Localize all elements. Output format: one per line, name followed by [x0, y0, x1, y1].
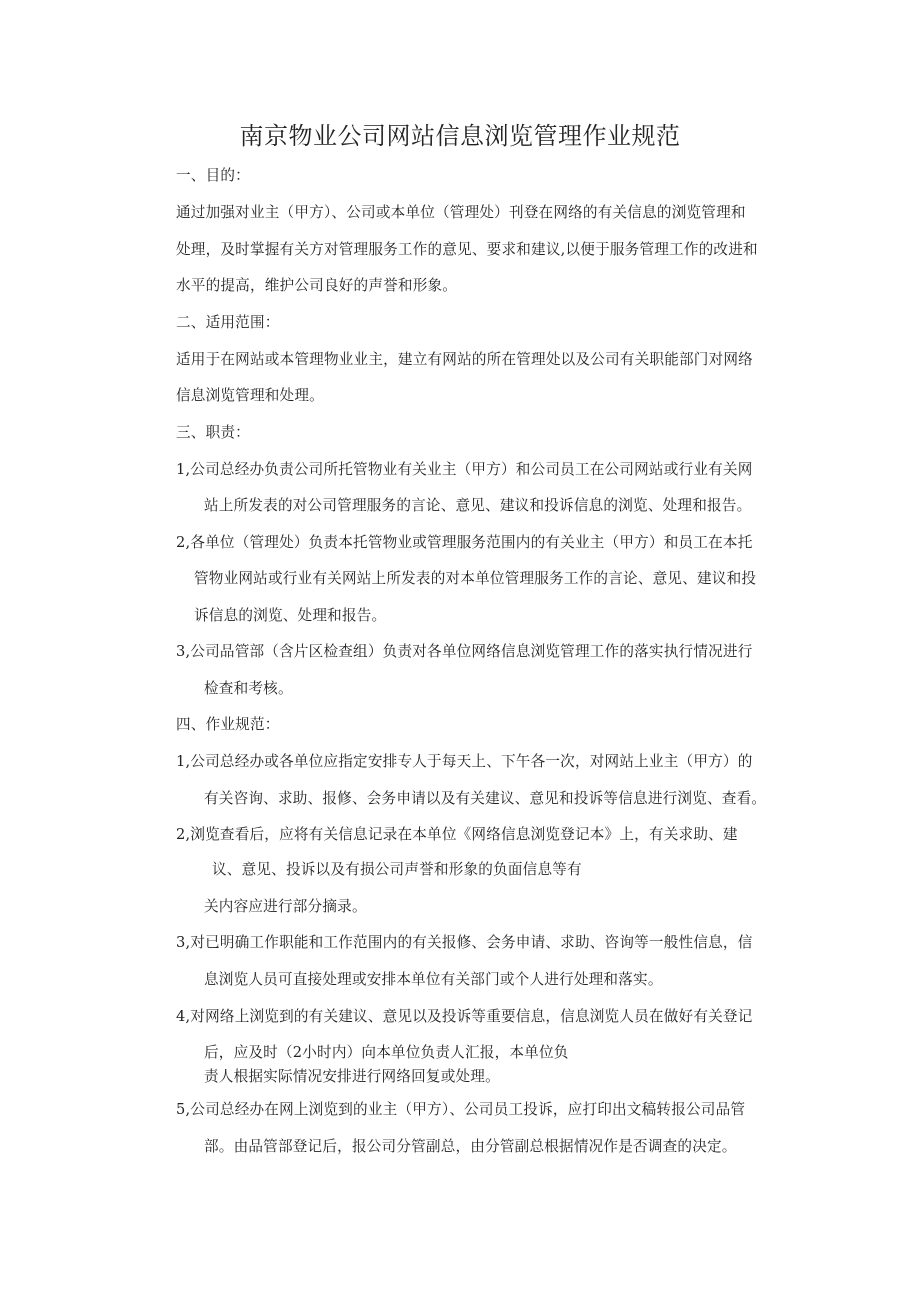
- list-item-line: 息浏览人员可直接处理或安排本单位有关部门或个人进行处理和落实。: [204, 971, 663, 988]
- list-item-line: 关内容应进行部分摘录。: [204, 898, 367, 915]
- list-item-line: 站上所发表的对公司管理服务的言论、意见、建议和投诉信息的浏览、处理和报告。: [204, 497, 752, 514]
- list-item-line: 1,公司总经办或各单位应指定安排专人于每天上、下午各一次，对网站上业主（甲方）的: [176, 753, 753, 770]
- list-item-line: 5,公司总经办在网上浏览到的业主（甲方）、公司员工投诉，应打印出文稿转报公司品管: [176, 1101, 746, 1118]
- list-item-line: 有关咨询、求助、报修、会务申请以及有关建议、意见和投诉等信息进行浏览、查看。: [204, 790, 767, 807]
- list-item-line: 4,对网络上浏览到的有关建议、意见以及投诉等重要信息，信息浏览人员在做好有关登记: [176, 1008, 753, 1025]
- document-title: 南京物业公司网站信息浏览管理作业规范: [239, 122, 681, 150]
- list-item-line: 3,公司品管部（含片区检查组）负责对各单位网络信息浏览管理工作的落实执行情况进行: [176, 643, 753, 660]
- paragraph-line: 处理，及时掌握有关方对管理服务工作的意见、要求和建议,以便于服务管理工作的改进和: [176, 241, 758, 258]
- paragraph-line: 信息浏览管理和处理。: [176, 387, 324, 404]
- paragraph-line: 通过加强对业主（甲方）、公司或本单位（管理处）刊登在网络的有关信息的浏览管理和: [176, 204, 746, 221]
- list-item-line: 1,公司总经办负责公司所托管物业有关业主（甲方）和公司员工在公司网站或行业有关网: [176, 461, 753, 478]
- list-item-line: 部。由品管部登记后，报公司分管副总，由分管副总根据情况作是否调查的决定。: [204, 1138, 737, 1155]
- list-item-line: 检查和考核。: [204, 680, 293, 697]
- list-item-line: 2,各单位（管理处）负责本托管物业或管理服务范围内的有关业主（甲方）和员工在本托: [176, 534, 753, 551]
- section-heading-purpose: 一、目的：: [176, 167, 250, 184]
- list-item-line: 诉信息的浏览、处理和报告。: [194, 607, 387, 624]
- list-item-line: 责人根据实际情况安排进行网络回复或处理。: [204, 1068, 500, 1085]
- section-heading-duties: 三、职责：: [176, 424, 250, 441]
- list-item-line: 3,对已明确工作职能和工作范围内的有关报修、会务申请、求助、咨询等一般性信息，信: [176, 934, 753, 951]
- list-item-line: 管物业网站或行业有关网站上所发表的对本单位管理服务工作的言论、意见、建议和投: [194, 570, 757, 587]
- paragraph-line: 适用于在网站或本管理物业业主，建立有网站的所在管理处以及公司有关职能部门对网络: [176, 351, 753, 368]
- section-heading-scope: 二、适用范围：: [176, 314, 280, 331]
- section-heading-procedures: 四、作业规范：: [176, 716, 280, 733]
- list-item-line: 议、意见、投诉以及有损公司声誉和形象的负面信息等有: [212, 861, 582, 878]
- list-item-line: 后，应及时（2小时内）向本单位负责人汇报，本单位负: [204, 1044, 569, 1061]
- paragraph-line: 水平的提高，维护公司良好的声誉和形象。: [176, 277, 458, 294]
- list-item-line: 2,浏览查看后，应将有关信息记录在本单位《网络信息浏览登记本》上，有关求助、建: [176, 826, 738, 843]
